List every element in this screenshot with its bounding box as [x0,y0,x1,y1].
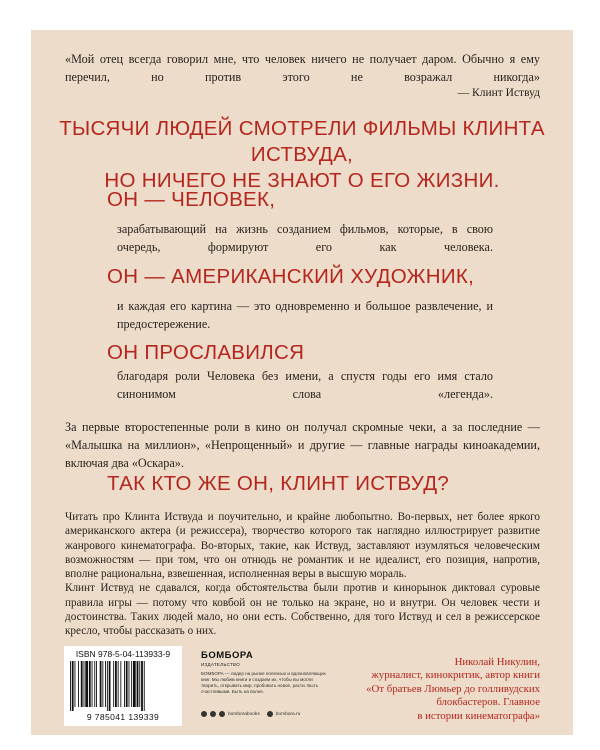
question-heading: ТАК КТО ЖЕ ОН, КЛИНТ ИСТВУД? [107,472,450,495]
barcode-stripe [109,661,111,711]
reviewer-book-line-2: блокбастеров. Главное [436,696,540,709]
publisher-description: БОМБОРА — лидер на рынке полезных и вдохновляющих книг. Мы любим книги и создаем их, чтобы вы могли творить, открывать мир, пробовать новое, расти. Быть счастливыми. Быть на волне. [201,671,326,694]
headline-line-2: НО НИЧЕГО НЕ ЗНАЮТ О ЕГО ЖИЗНИ. [104,169,500,192]
barcode-stripe [75,661,76,707]
description-paragraph-1: Читать про Клинта Иствуда и поучительно, и крайне любопытно. Во-первых, нет более яркого американского актера (и режиссера), творчество которого так наглядно иллюстрирует развитие жанрового кинематографа. Во-вторых, такие, как Иствуд, заставляют изумляться человеческим возможностям — при том, что он отнюдь не романтик и не идеалист, его позиция, напротив, вполне рациональна, взвешенная, исполненная веры в высшую мораль. [65,511,540,581]
publisher-handle: bomborabooks [228,711,260,717]
book-back-cover [31,30,573,735]
publisher-subtitle: ИЗДАТЕЛЬСТВО [201,662,241,667]
description-paragraph-2: Клинт Иствуд не сдавался, когда обстоятельства были против и кинорынок диктовал суровые правила игры — потому что ковбой он не только на экране, но и внутри. Он человек чести и достоинства. Таких людей мало, но они есть. Собственно, для того Иствуд и сел в режиссерское кресло, чтобы рассказать о них. [65,582,540,638]
headline [31,116,573,194]
barcode-stripe [85,661,88,707]
barcode-stripe [70,661,71,711]
publisher-site: bombora.ru [275,711,301,717]
barcode-stripe [126,661,128,707]
instagram-icon [210,711,216,717]
barcode-stripe [105,661,106,707]
section-title-artist: ОН — АМЕРИКАНСКИЙ ХУДОЖНИК, [107,265,475,288]
barcode-block [64,646,182,726]
barcode-stripe [131,661,132,707]
section-text-human: зарабатывающий на жизнь созданием фильмов, которые, в свою очередь, формируют его как человека. [117,222,493,254]
headline-line-1: ТЫСЯЧИ ЛЮДЕЙ СМОТРЕЛИ ФИЛЬМЫ КЛИНТА ИСТВУДА, [59,117,545,166]
barcode-digits: 9 785041 139339 [86,712,160,722]
section-title-human: ОН — ЧЕЛОВЕК, [107,188,276,211]
awards-paragraph: За первые второстепенные роли в кино он получал скромные чеки, а за последние — «Малышка на миллион», «Непрощенный» и другие — главные награды киноакадемии, включая два «Оскара». [65,420,540,470]
barcode-stripe [139,661,140,707]
section-title-fame: ОН ПРОСЛАВИЛСЯ [107,341,305,364]
barcode-stripe [137,661,139,707]
vk-icon [201,711,207,717]
barcode-stripe [96,661,97,707]
barcode-stripe [129,661,130,707]
barcode-stripe [118,661,119,707]
isbn-label: ISBN 978-5-04-113933-9 [75,649,171,659]
youtube-icon [219,711,225,717]
barcode-stripe [84,661,85,707]
reviewer-book-line-1: «От братьев Люмьер до голливудских [366,682,540,695]
barcode-stripe [100,661,102,707]
barcode-icon [70,661,176,711]
publisher-logo-block [201,650,253,667]
epigraph-quote: «Мой отец всегда говорил мне, что человек ничего не получает даром. Обычно я ему перечил, но против этого не возражал никогда» [65,52,540,84]
barcode-stripe [89,661,91,707]
barcode-stripe [72,661,74,711]
globe-icon [267,711,273,717]
barcode-stripe [115,661,117,707]
barcode-stripe [144,661,145,711]
barcode-stripe [107,661,108,711]
reviewer-role: журналист, кинокритик, автор книги [371,669,540,682]
barcode-stripe [120,661,121,707]
barcode-stripe [133,661,136,707]
epigraph-author: — Клинт Иствуд [457,87,540,99]
barcode-stripe [92,661,93,707]
reviewer-name: Николай Никулин, [454,656,540,668]
publisher-logo: БОМБОРА [201,650,254,661]
description-body [65,510,540,639]
section-text-artist: и каждая его картина — это одновременно и большое развлечение, и предостережение. [117,299,493,331]
barcode-stripe [141,661,143,711]
barcode-stripe [78,661,79,707]
barcode-stripe [81,661,83,707]
publisher-social [201,711,300,717]
section-text-fame: благодаря роли Человека без имени, а спустя годы его имя стало синонимом слова «легенда». [117,369,493,401]
barcode-stripe [102,661,103,707]
reviewer-book-line-3: в истории кинематографа» [417,709,540,722]
barcode-stripe [113,661,114,707]
barcode-stripe [94,661,95,707]
reviewer-credit [290,656,540,723]
barcode-stripe [124,661,125,707]
